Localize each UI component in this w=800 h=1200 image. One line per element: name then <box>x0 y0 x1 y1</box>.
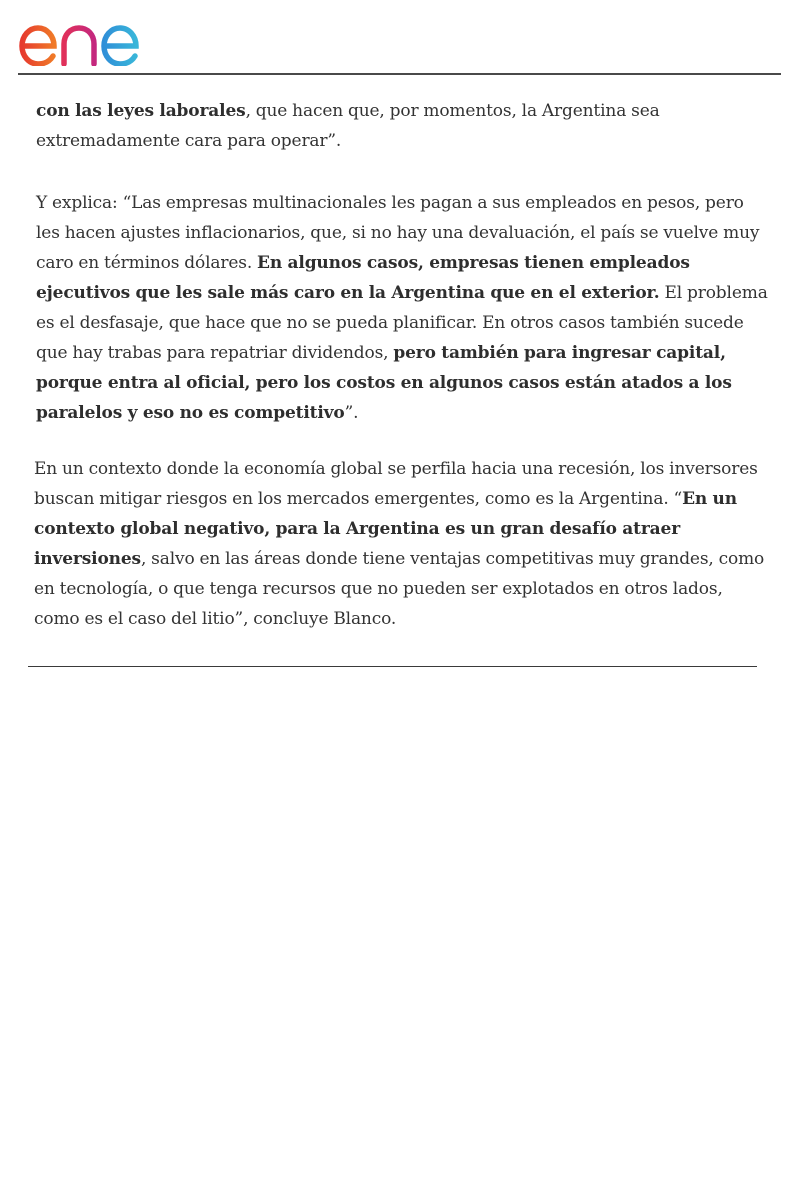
body-text: Y explica: “Las empresas multinacionales les pagan a sus empleados en pesos, pero les hacen ajustes inflacionarios, que, si no hay una devaluación, el país se vuelve muy caro en términos dólares. <box>36 193 760 273</box>
body-text: El problema es el desfasaje, que hace que no se pueda planificar. En otros casos también sucede que hay trabas para repatriar dividendos, <box>36 283 768 363</box>
article-paragraph-2 <box>36 188 771 428</box>
bold-text: En algunos casos, empresas tienen empleados ejecutivos que les sale más caro en la Argentina que en el exterior. <box>36 253 690 303</box>
article-paragraph-1 <box>36 96 771 156</box>
header-divider <box>18 73 781 75</box>
bold-text: En un contexto global negativo, para la Argentina es un gran desafío atraer inversiones <box>34 489 737 569</box>
body-text: , que hacen que, por momentos, la Argentina sea extremadamente cara para operar”. <box>36 101 660 151</box>
body-text: ”. <box>344 403 359 423</box>
article-end-divider <box>28 666 757 667</box>
body-text: , salvo en las áreas donde tiene ventajas competitivas muy grandes, como en tecnología, o que tenga recursos que no pueden ser explotados en otros lados, como es el caso del litio”, concluye Blanco. <box>34 549 765 629</box>
bold-text: pero también para ingresar capital, porque entra al oficial, pero los costos en algunos casos están atados a los paralelos y eso no es competitivo <box>36 343 732 423</box>
enel-logo-mark <box>18 6 180 66</box>
enel-logo <box>18 6 180 66</box>
bold-text: con las leyes laborales <box>36 101 246 121</box>
body-text: En un contexto donde la economía global se perfila hacia una recesión, los inversores buscan mitigar riesgos en los mercados emergentes, como es la Argentina. “ <box>34 459 758 509</box>
article-paragraph-3 <box>34 454 769 634</box>
